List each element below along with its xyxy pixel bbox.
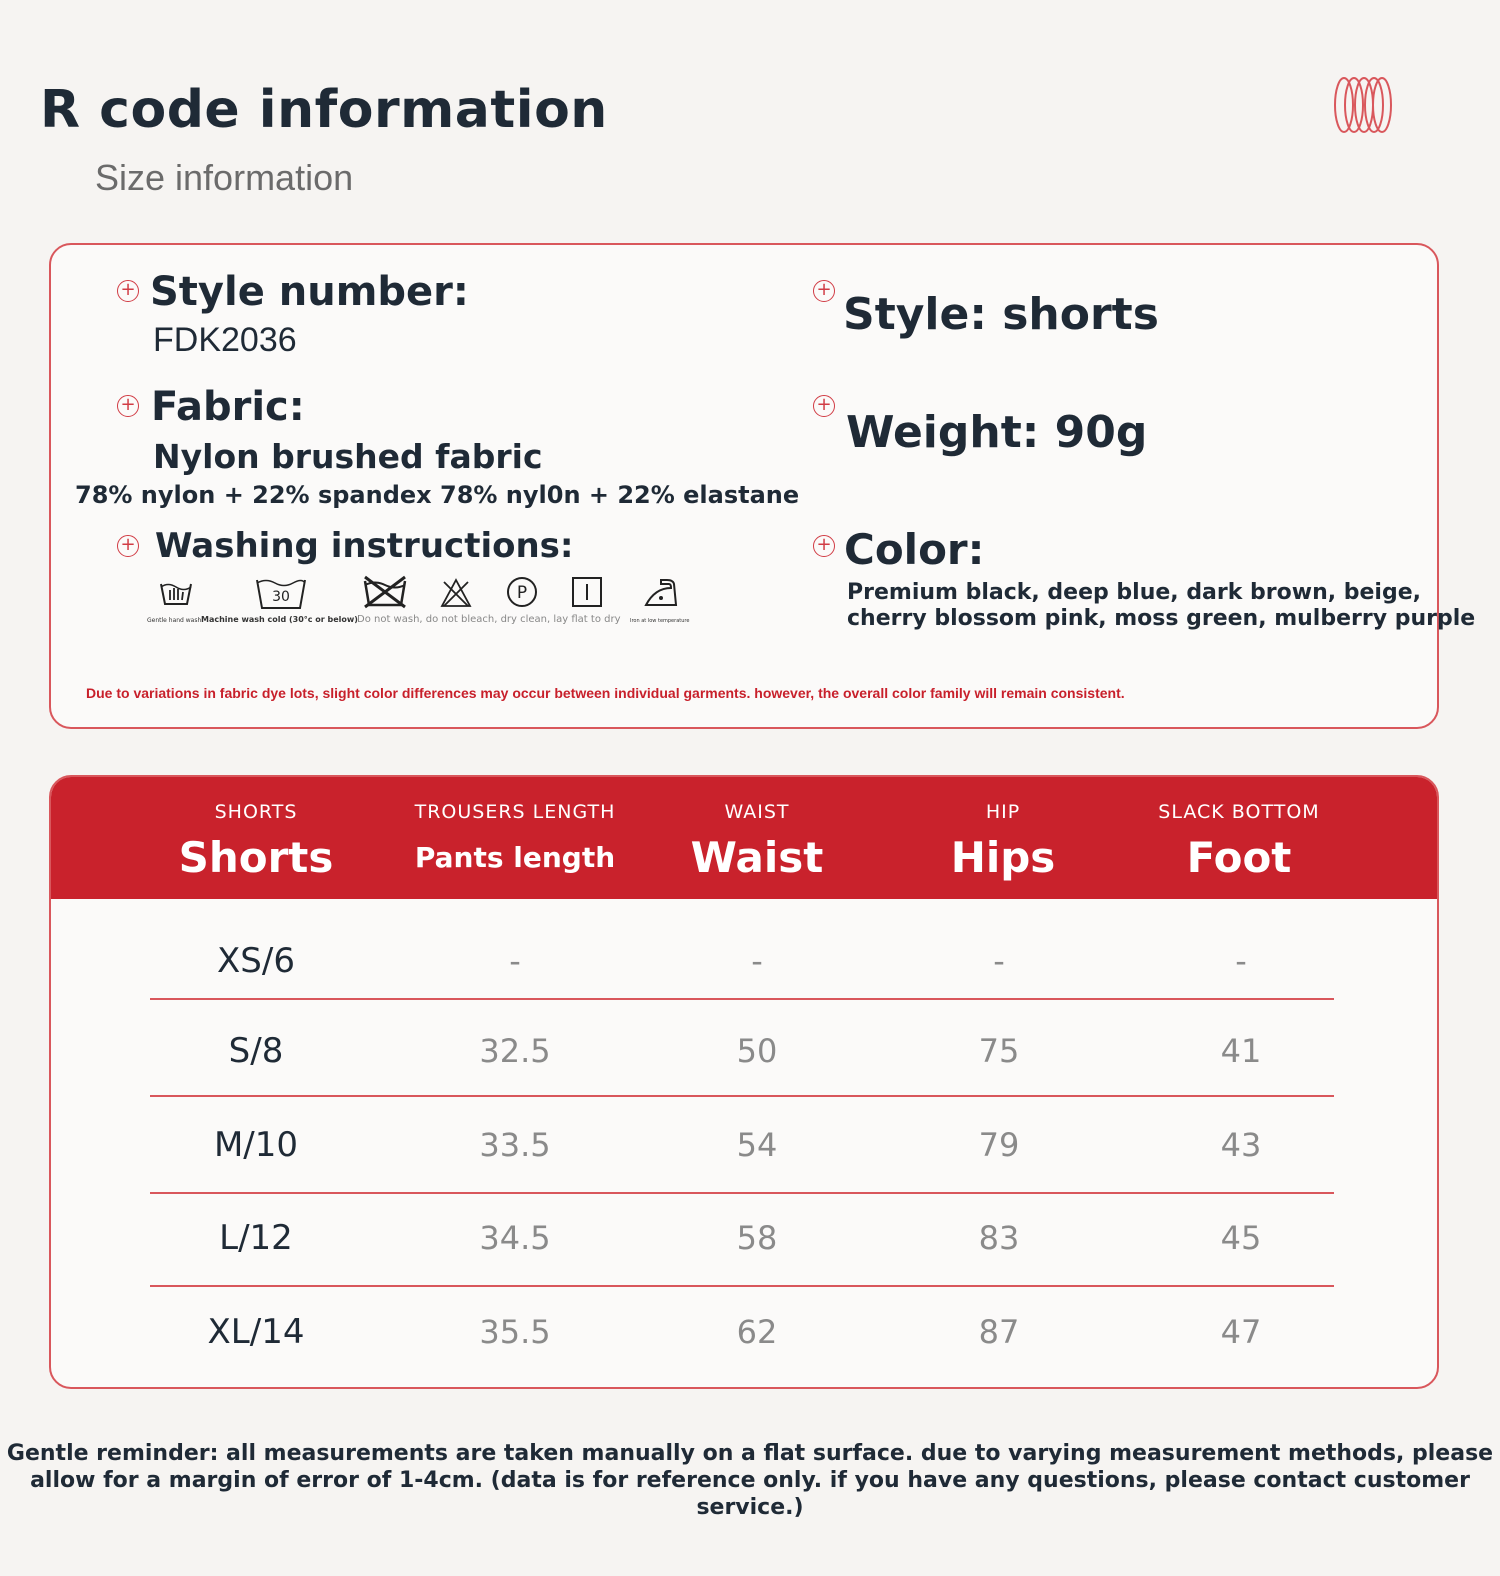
foot-cell: 45 bbox=[1220, 1219, 1262, 1257]
style-number-label: Style number: bbox=[150, 269, 469, 315]
plus-circle-icon: + bbox=[813, 280, 835, 302]
product-info-card bbox=[49, 243, 1476, 729]
table-row bbox=[51, 914, 1437, 1008]
reminder-line-1: Gentle reminder: all measurements are taken manually on a flat surface. due to varying measurement methods, please bbox=[6, 1441, 1494, 1466]
page-title: R code information bbox=[40, 80, 608, 140]
fabric-label: Fabric: bbox=[151, 384, 305, 430]
color-list-line-2: cherry blossom pink, moss green, mulberry purple bbox=[847, 606, 1476, 631]
hips-cell: 87 bbox=[978, 1313, 1020, 1351]
waist-cell: 58 bbox=[736, 1219, 778, 1257]
column-header-label: Shorts bbox=[178, 833, 334, 882]
waist-cell: - bbox=[751, 942, 763, 980]
color-label: Color: bbox=[844, 525, 985, 574]
row-divider bbox=[150, 1095, 1334, 1097]
column-header-en: SLACK BOTTOM bbox=[1158, 801, 1320, 823]
foot-cell: 43 bbox=[1220, 1126, 1262, 1164]
column-header-en: TROUSERS LENGTH bbox=[414, 801, 616, 823]
machine-wash-30-icon bbox=[255, 576, 307, 610]
wash-caption: Machine wash cold (30°c or below) bbox=[201, 615, 358, 624]
size-cell: S/8 bbox=[228, 1031, 284, 1071]
dry-clean-p-icon bbox=[506, 576, 538, 608]
column-header-label: Waist bbox=[690, 833, 824, 882]
plus-circle-icon: + bbox=[117, 395, 139, 417]
wash-caption: Iron at low temperature bbox=[630, 618, 690, 624]
plus-circle-icon: + bbox=[117, 280, 139, 302]
brand-rings-logo bbox=[1332, 74, 1394, 136]
column-header-label: Foot bbox=[1186, 833, 1292, 882]
wash-caption-group: Do not wash, do not bleach, dry clean, lay flat to dry bbox=[357, 614, 621, 625]
hips-cell: - bbox=[993, 942, 1005, 980]
iron-low-icon bbox=[643, 578, 679, 608]
plus-circle-icon: + bbox=[813, 535, 835, 557]
washing-icons-row bbox=[147, 575, 707, 635]
measurement-reminder bbox=[0, 1440, 1500, 1521]
plus-circle-icon: + bbox=[813, 395, 835, 417]
size-cell: XL/14 bbox=[207, 1312, 305, 1352]
pants-length-cell: 32.5 bbox=[479, 1032, 551, 1070]
size-table bbox=[49, 775, 1439, 1389]
size-cell: XS/6 bbox=[217, 941, 295, 981]
hand-wash-icon bbox=[159, 578, 193, 608]
hips-cell: 83 bbox=[978, 1219, 1020, 1257]
column-header-label: Hips bbox=[950, 833, 1056, 882]
hips-cell: 79 bbox=[978, 1126, 1020, 1164]
style-number-value: FDK2036 bbox=[153, 321, 297, 359]
color-list-line-1: Premium black, deep blue, dark brown, beige, bbox=[847, 580, 1421, 605]
table-row bbox=[51, 1004, 1437, 1098]
weight-label: Weight: 90g bbox=[846, 407, 1148, 458]
pants-length-cell: 33.5 bbox=[479, 1126, 551, 1164]
pants-length-cell: 35.5 bbox=[479, 1313, 551, 1351]
table-row bbox=[51, 1191, 1437, 1285]
column-header-en: SHORTS bbox=[214, 801, 298, 823]
column-header-en: HIP bbox=[985, 801, 1021, 823]
row-divider bbox=[150, 998, 1334, 1000]
do-not-wash-icon bbox=[361, 575, 409, 609]
column-header-en: WAIST bbox=[724, 801, 790, 823]
pants-length-cell: 34.5 bbox=[479, 1219, 551, 1257]
waist-cell: 54 bbox=[736, 1126, 778, 1164]
dry-clean-letter: P bbox=[516, 583, 528, 603]
table-row bbox=[51, 1098, 1437, 1192]
washing-instructions-label: Washing instructions: bbox=[155, 526, 574, 566]
hips-cell: 75 bbox=[978, 1032, 1020, 1070]
wash-caption: Gentle hand wash bbox=[147, 617, 202, 624]
pants-length-cell: - bbox=[509, 942, 521, 980]
machine-wash-temp: 30 bbox=[272, 589, 290, 605]
table-row bbox=[51, 1285, 1437, 1379]
fabric-name: Nylon brushed fabric bbox=[153, 437, 543, 476]
foot-cell: 41 bbox=[1220, 1032, 1262, 1070]
size-cell: L/12 bbox=[219, 1218, 293, 1258]
plus-circle-icon: + bbox=[117, 535, 139, 557]
foot-cell: 47 bbox=[1220, 1313, 1262, 1351]
size-table-header bbox=[51, 777, 1437, 899]
waist-cell: 50 bbox=[736, 1032, 778, 1070]
color-disclaimer: Due to variations in fabric dye lots, slight color differences may occur between individual garments. however, the overall color family will remain consistent. bbox=[86, 685, 1125, 701]
column-header-label: Pants length bbox=[414, 841, 616, 874]
size-cell: M/10 bbox=[213, 1125, 299, 1165]
waist-cell: 62 bbox=[736, 1313, 778, 1351]
style-label: Style: shorts bbox=[843, 289, 1159, 340]
fabric-composition: 78% nylon + 22% spandex 78% nyl0n + 22% elastane bbox=[75, 481, 800, 509]
reminder-line-2: allow for a margin of error of 1-4cm. (data is for reference only. if you have any questions, please contact customer service.) bbox=[30, 1468, 1470, 1520]
page-subtitle: Size information bbox=[95, 157, 354, 198]
foot-cell: - bbox=[1235, 942, 1247, 980]
lay-flat-dry-icon bbox=[571, 576, 603, 608]
do-not-bleach-icon bbox=[440, 578, 472, 608]
